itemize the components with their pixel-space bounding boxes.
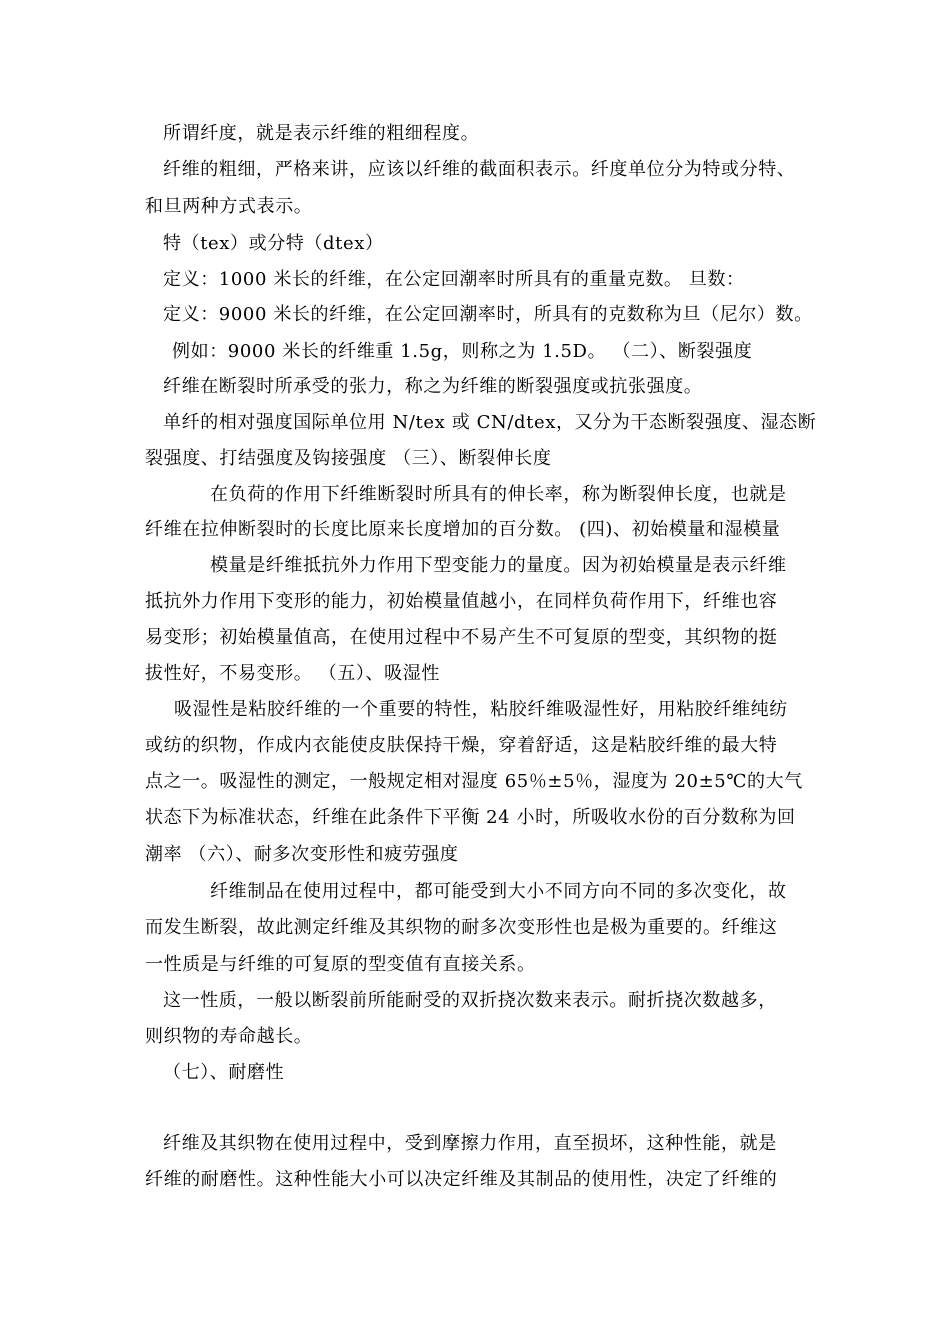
text-line: 状态下为标准状态，纤维在此条件下平衡 24 小时，所吸收水份的百分数称为回 — [145, 807, 796, 828]
text-line: 单纤的相对强度国际单位用 N/tex 或 CN/dtex，又分为干态断裂强度、湿态断 — [163, 412, 817, 433]
text-line: 则织物的寿命越长。 — [145, 1026, 313, 1047]
text-line: 点之一。吸湿性的测定，一般规定相对湿度 65％±5％，湿度为 20±5℃的大气 — [145, 771, 803, 792]
text-line: 吸湿性是粘胶纤维的一个重要的特性，粘胶纤维吸湿性好，用粘胶纤维纯纺 — [174, 699, 788, 720]
text-line: 一性质是与纤维的可复原的型变值有直接关系。 — [145, 954, 536, 975]
text-line: 拔性好，不易变形。 （五）、吸湿性 — [145, 663, 440, 684]
text-line: 抵抗外力作用下变形的能力，初始模量值越小，在同样负荷作用下，纤维也容 — [145, 591, 778, 612]
text-line: 模量是纤维抵抗外力作用下型变能力的量度。因为初始模量是表示纤维 — [210, 555, 787, 576]
text-line: 纤维在断裂时所承受的张力，称之为纤维的断裂强度或抗张强度。 — [163, 376, 703, 397]
text-line: 纤维的耐磨性。这种性能大小可以决定纤维及其制品的使用性，决定了纤维的 — [145, 1169, 778, 1190]
text-line: 纤维的粗细，严格来讲，应该以纤维的截面积表示。纤度单位分为特或分特、 — [163, 159, 796, 180]
text-line: 所谓纤度，就是表示纤维的粗细程度。 — [163, 123, 480, 144]
text-line: 特（tex）或分特（dtex） — [163, 233, 384, 254]
text-line: 易变形；初始模量值高，在使用过程中不易产生不可复原的型变，其织物的挺 — [145, 627, 778, 648]
text-line: 纤维在拉伸断裂时的长度比原来长度增加的百分数。 (四)、初始模量和湿模量 — [145, 519, 781, 540]
text-line: 裂强度、打结强度及钩接强度 （三）、断裂伸长度 — [145, 448, 552, 469]
text-line: 潮率 （六）、耐多次变形性和疲劳强度 — [145, 844, 459, 865]
section-heading: （七）、耐磨性 — [163, 1062, 285, 1083]
text-line: 例如：9000 米长的纤维重 1.5g，则称之为 1.5D。 （二）、断裂强度 — [172, 341, 753, 362]
text-line: 而发生断裂，故此测定纤维及其织物的耐多次变形性也是极为重要的。纤维这 — [145, 917, 778, 938]
text-line: 和旦两种方式表示。 — [145, 196, 313, 217]
text-line: 定义：9000 米长的纤维，在公定回潮率时，所具有的克数称为旦（尼尔）数。 — [163, 304, 813, 325]
text-line: 在负荷的作用下纤维断裂时所具有的伸长率，称为断裂伸长度，也就是 — [210, 484, 787, 505]
text-line: 这一性质，一般以断裂前所能耐受的双折挠次数来表示。耐折挠次数越多， — [163, 990, 777, 1011]
text-line: 或纺的织物，作成内衣能使皮肤保持干燥，穿着舒适，这是粘胶纤维的最大特 — [145, 735, 778, 756]
text-line: 纤维制品在使用过程中，都可能受到大小不同方向不同的多次变化，故 — [210, 881, 787, 902]
text-line: 纤维及其织物在使用过程中，受到摩擦力作用，直至损坏，这种性能，就是 — [163, 1133, 777, 1154]
text-line: 定义：1000 米长的纤维，在公定回潮率时所具有的重量克数。 旦数： — [163, 269, 745, 290]
